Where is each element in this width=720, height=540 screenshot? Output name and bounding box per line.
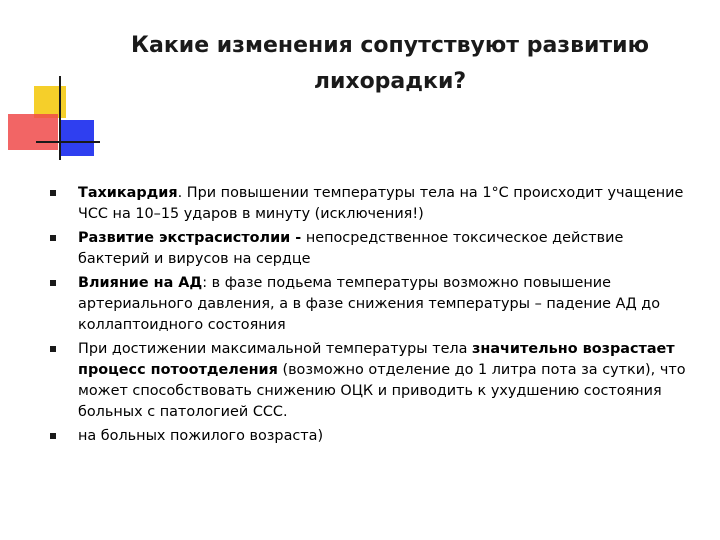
bullet-icon: [50, 235, 56, 241]
item-text: При достижении максимальной температуры тела: [78, 341, 473, 357]
list-item: [50, 273, 690, 336]
item-text: на больных пожилого возраста): [78, 428, 324, 444]
decorative-squares-logo: [0, 0, 110, 170]
bullet-list: [50, 183, 690, 450]
item-bold-lead: Тахикардия: [78, 185, 178, 201]
item-bold-lead: Развитие экстрасистолии -: [78, 230, 302, 246]
item-bold-emphasis: значительно возрастает процесс потоотделения: [78, 341, 675, 378]
item-text: : в фазе подьема температуры возможно повышение артериального давления, а в фазе снижения температуры – падение АД до коллаптоидного состояния: [78, 275, 661, 333]
list-item: [50, 183, 690, 225]
bullet-icon: [50, 280, 56, 286]
item-text: . При повышении температуры тела на 1°С происходит учащение ЧСС на 10–15 ударов в минуту (исключения!): [78, 185, 684, 222]
bullet-icon: [50, 190, 56, 196]
list-item: [50, 426, 690, 447]
title-line-2: лихорадки?: [313, 69, 467, 94]
item-text: непосредственное токсическое действие бактерий и вирусов на сердце: [78, 230, 624, 267]
bullet-icon: [50, 433, 56, 439]
yellow-square: [34, 86, 66, 118]
blue-square: [60, 120, 94, 156]
bullet-icon: [50, 346, 56, 352]
list-item: [50, 339, 690, 423]
slide-title: [95, 28, 685, 100]
red-square: [8, 114, 58, 150]
item-text-tail: (возможно отделение до 1 литра пота за сутки), что может способствовать снижению ОЦК и приводить к ухудшению состояния больных с патологией ССС.: [78, 362, 686, 420]
title-line-1: Какие изменения сопутствуют развитию: [131, 33, 649, 58]
item-bold-lead: Влияние на АД: [78, 275, 203, 291]
list-item: [50, 228, 690, 270]
